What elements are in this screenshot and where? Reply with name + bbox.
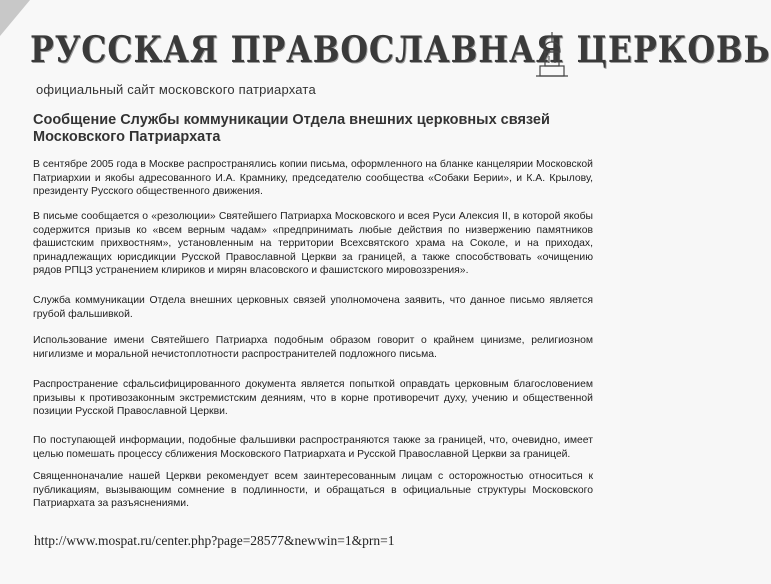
article-title — [33, 112, 583, 146]
paragraph-1: В сентябре 2005 года в Москве распространялись копии письма, оформленного на бланке канцелярии Московской Патриархии и якобы адресованного И.А. Крамнику, председателю сообщества «Собаки Берии», и К.А. Крылову, президенту Русского общественного движения. — [33, 159, 593, 198]
article-title-line-2: Московского Патриархата — [33, 129, 221, 145]
paragraph-7: Священноначалие нашей Церкви рекомендует всем заинтересованным лицам с осторожностью относиться к публикациям, вызывающим сомнение в подлинности, и обращаться в официальные структуры Московского Патриархата за разъяснениями. — [33, 471, 593, 510]
paragraph-6: По поступающей информации, подобные фальшивки распространяются также за границей, что, очевидно, имеет целью помешать процессу сближения Московского Патриархата и Русской Православной Церкви за границей. — [33, 435, 593, 460]
site-header — [30, 29, 771, 105]
source-url[interactable]: http://www.mospat.ru/center.php?page=28577&newwin=1&prn=1 — [34, 533, 395, 548]
article-title-line-1: Сообщение Службы коммуникации Отдела внешних церковных связей — [33, 112, 550, 128]
paragraph-5: Распространение сфальсифицированного документа является попыткой оправдать церковным благословением призывы к противозаконным экстремистским деяниям, что в корне противоречит духу, учению и общественной позиции Русской Православной Церкви. — [33, 379, 593, 418]
paragraph-2: В письме сообщается о «резолюции» Святейшего Патриарха Московского и всея Руси Алексия II, в которой якобы содержится призыв ко «всем верным чадам» «предпринимать любые действия по низвержению памятников фашистским прихвостням», установленным на территории Всехсвятского храма на Соколе, и на приходах, принадлежащих юрисдикции Русской Православной Церкви за границей, а также способствовать «очищению рядов РПЦЗ устранением клириков и мирян власовского и фашистского мировоззрения». — [33, 211, 593, 277]
paragraph-4: Использование имени Святейшего Патриарха подобным образом говорит о крайнем цинизме, религиозном нигилизме и моральной нечистоплотности распространителей подложного письма. — [33, 335, 593, 360]
scan-corner-shadow — [0, 0, 30, 36]
site-logo[interactable]: РУССКАЯ ПРАВОСЛАВНАЯ ЦЕРКОВЬ — [30, 29, 771, 71]
church-dome-icon — [532, 30, 572, 80]
site-subtitle: официальный сайт московского патриархата — [36, 82, 316, 97]
paragraph-3: Служба коммуникации Отдела внешних церковных связей уполномочена заявить, что данное письмо является грубой фальшивкой. — [33, 295, 593, 320]
